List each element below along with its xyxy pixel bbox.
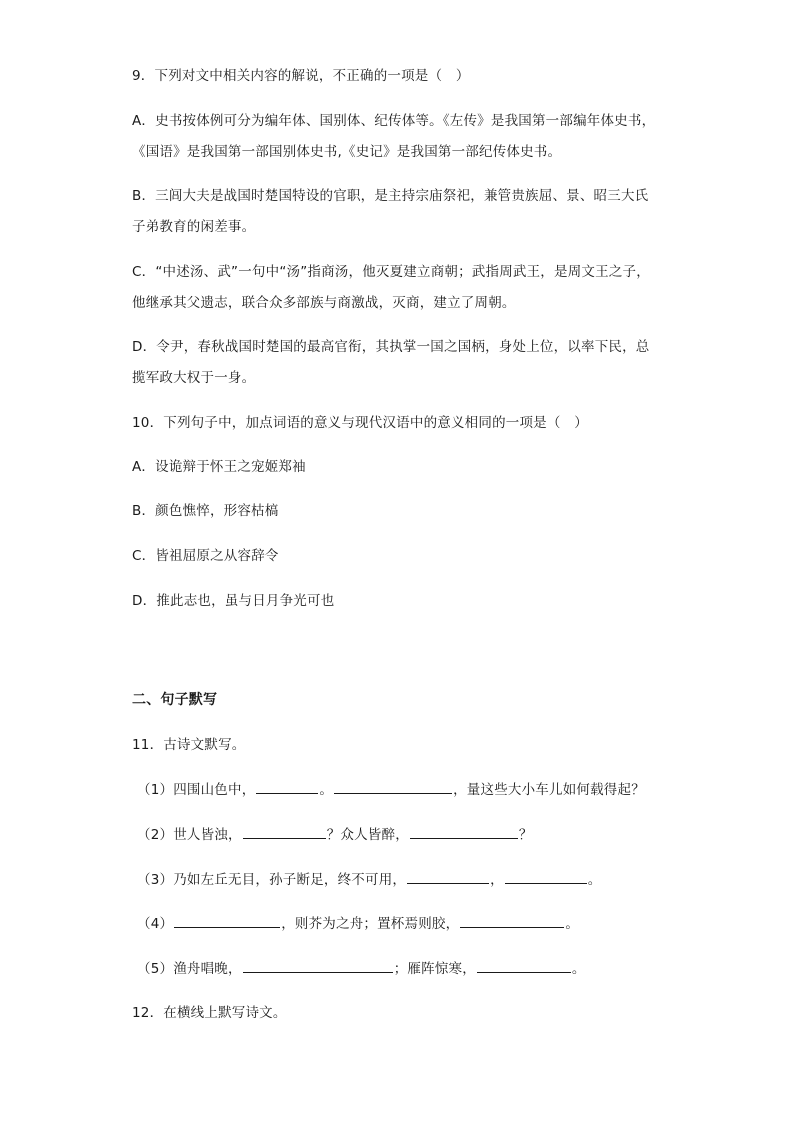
- q9-option-b-line2: 子弟教育的闲差事。: [132, 219, 256, 235]
- answer-blank[interactable]: [243, 824, 326, 839]
- q9-option-a-line2: 《国语》是我国第一部国别体史书,《史记》是我国第一部纪传体史书。: [132, 144, 562, 160]
- q11-item-3-text-a: （3）乃如左丘无目，孙子断足，终不可用，: [137, 872, 407, 888]
- q11-item-4-text-b: ，则芥为之舟；置杯焉则胶，: [281, 916, 460, 932]
- answer-blank[interactable]: [174, 913, 280, 928]
- q10-option-b: B．颜色憔悴，形容枯槁: [132, 503, 279, 519]
- answer-blank[interactable]: [334, 779, 452, 794]
- q11-item-3: [137, 869, 602, 890]
- q11-item-3-text-b: ，: [490, 872, 504, 888]
- q9-option-c-line1: C．“中述汤、武”一句中“汤”指商汤，他灭夏建立商朝；武指周武王，是周文王之子，: [132, 264, 650, 280]
- q11-item-4-text-a: （4）: [137, 916, 174, 932]
- q10-option-a: A．设诡辩于怀王之宠姬郑袖: [132, 459, 306, 475]
- q11-item-2-text-a: （2）世人皆浊，: [137, 827, 242, 843]
- answer-blank[interactable]: [407, 869, 489, 884]
- q11-item-1-text-c: ，量这些大小车儿如何载得起？: [453, 782, 645, 798]
- q11-item-5-text-c: 。: [571, 961, 586, 977]
- q9-option-b-line1: B．三闾大夫是战国时楚国特设的官职，是主持宗庙祭祀，兼管贵族屈、景、昭三大氏: [132, 188, 649, 204]
- q10-option-c: C．皆祖屈原之从容辞令: [132, 548, 279, 564]
- q11-item-1: [137, 779, 645, 800]
- q11-item-4-text-c: 。: [565, 916, 580, 932]
- answer-blank[interactable]: [243, 958, 393, 973]
- answer-blank[interactable]: [505, 869, 587, 884]
- q11-item-2: [137, 824, 533, 845]
- q11-item-5: [137, 958, 586, 979]
- q11-item-5-text-b: ；雁阵惊寒，: [393, 961, 476, 977]
- q12-stem: 12．在横线上默写诗文。: [132, 1005, 287, 1021]
- q9-option-d-line1: D．令尹，春秋战国时楚国的最高官衔，其执掌一国之国柄，身处上位，以率下民，总: [132, 339, 650, 355]
- q9-option-d-line2: 揽军政大权于一身。: [132, 370, 256, 386]
- q9-stem: 9．下列对文中相关内容的解说，不正确的一项是（ ）: [132, 68, 470, 84]
- q11-stem: 11．古诗文默写。: [132, 737, 246, 753]
- answer-blank[interactable]: [256, 779, 318, 794]
- section-heading: 二、句子默写: [132, 692, 218, 708]
- answer-blank[interactable]: [410, 824, 518, 839]
- q9-option-c-line2: 他继承其父遗志，联合众多部族与商激战，灭商，建立了周朝。: [132, 295, 516, 311]
- q11-item-3-text-c: 。: [587, 872, 602, 888]
- q11-item-1-text-a: （1）四围山色中，: [137, 782, 256, 798]
- q10-option-d: D．推此志也，虽与日月争光可也: [132, 593, 335, 609]
- q11-item-1-text-b: 。: [319, 782, 334, 798]
- q11-item-5-text-a: （5）渔舟唱晚，: [137, 961, 242, 977]
- q10-stem: 10．下列句子中，加点词语的意义与现代汉语中的意义相同的一项是（ ）: [132, 415, 588, 431]
- q9-option-a-line1: A．史书按体例可分为编年体、国别体、纪传体等。《左传》是我国第一部编年体史书，: [132, 113, 656, 129]
- q11-item-2-text-c: ？: [518, 827, 533, 843]
- q11-item-4: [137, 913, 579, 934]
- answer-blank[interactable]: [460, 913, 564, 928]
- answer-blank[interactable]: [477, 958, 571, 973]
- q11-item-2-text-b: ？众人皆醉，: [326, 827, 409, 843]
